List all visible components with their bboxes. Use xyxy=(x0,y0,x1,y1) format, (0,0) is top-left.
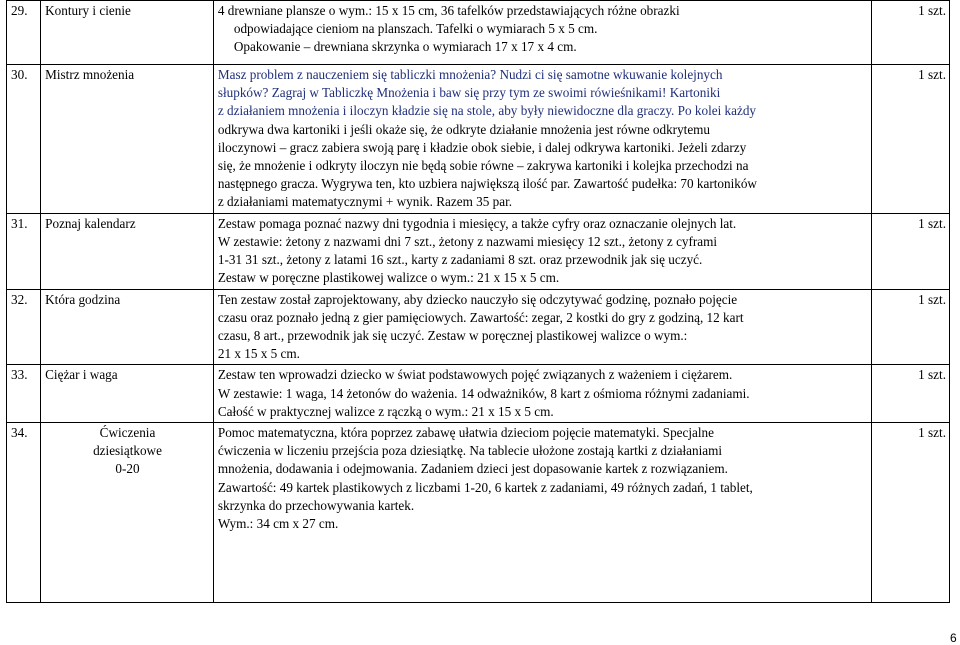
item-description-line: czasu oraz poznało jedną z gier pamięciowych. Zawartość: zegar, 2 kostki do gry z godziną, 12 kart xyxy=(217,309,744,325)
item-description-line: 1-31 31 szt., żetony z latami 16 szt., karty z zadaniami 8 szt. oraz przewodnik jak się uczyć. xyxy=(217,252,703,268)
item-description xyxy=(213,289,871,365)
item-quantity: 1 szt. xyxy=(871,213,949,289)
item-description-line: 4 drewniane plansze o wym.: 15 x 15 cm, 36 tafelków przedstawiających różne obrazki xyxy=(217,3,680,18)
item-name xyxy=(41,289,214,365)
item-description-line: Całość w praktycznej walizce z rączką o wym.: 21 x 15 x 5 cm. xyxy=(217,403,554,419)
item-description-line: W zestawie: 1 waga, 14 żetonów do ważenia. 14 odważników, 8 kart z ośmioma różnymi zadaniami. xyxy=(217,385,750,401)
item-description-line: czasu, 8 art., przewodnik jak się uczyć. Zestaw w poręcznej plastikowej walizce o wym.: xyxy=(217,328,688,344)
item-quantity: 1 szt. xyxy=(871,423,949,603)
item-description-line: iloczynowi – gracz zabiera swoją parę i kładzie obok siebie, i dalej odkrywa kartoniki. Jeżeli zdarzy xyxy=(217,139,747,155)
item-quantity: 1 szt. xyxy=(871,365,949,423)
item-description-line: się, że mnożenie i odkryty iloczyn nie będą sobie równe – zakrywa kartoniki i kolejka przechodzi na xyxy=(217,158,749,174)
item-number: 32. xyxy=(7,289,41,365)
item-name-line: Mistrz mnożenia xyxy=(45,67,135,82)
item-quantity: 1 szt. xyxy=(871,65,949,214)
item-description-line: Zestaw w poręczne plastikowej walizce o wym.: 21 x 15 x 5 cm. xyxy=(217,270,560,286)
page-number: 6 xyxy=(950,631,957,645)
item-name-line: dziesiątkowe xyxy=(93,443,162,459)
item-description xyxy=(213,65,871,214)
item-description-line: Masz problem z nauczeniem się tabliczki mnożenia? Nudzi ci się samotne wkuwanie kolejnych xyxy=(217,67,723,82)
item-name xyxy=(41,213,214,289)
table-row xyxy=(7,1,950,65)
item-name-line: Kontury i cienie xyxy=(45,3,131,18)
item-name xyxy=(41,65,214,214)
item-description-line: Opakowanie – drewniana skrzynka o wymiarach 17 x 17 x 4 cm. xyxy=(233,39,577,55)
item-number: 34. xyxy=(7,423,41,603)
items-table-body xyxy=(7,1,950,603)
item-description-line: z działaniami matematycznymi + wynik. Razem 35 par. xyxy=(217,194,513,210)
item-description xyxy=(213,365,871,423)
item-description-line: z działaniem mnożenia i iloczyn kładzie się na stole, aby były niewidoczne dla graczy. Po kolei każdy xyxy=(217,103,757,119)
item-description xyxy=(213,213,871,289)
item-name-line: Ćwiczenia xyxy=(99,425,156,441)
item-number: 29. xyxy=(7,1,41,65)
item-description-line: mnożenia, dodawania i odejmowania. Zadaniem dzieci jest dopasowanie kartek z rozwiązaniem. xyxy=(217,461,728,477)
item-quantity: 1 szt. xyxy=(871,289,949,365)
table-row xyxy=(7,213,950,289)
item-description-line: skrzynka do przechowywania kartek. xyxy=(217,497,415,513)
table-row xyxy=(7,65,950,214)
item-description-line: odkrywa dwa kartoniki i jeśli okaże się, że odkryte działanie mnożenia jest równe odkrytemu xyxy=(217,121,711,137)
item-name-line: Która godzina xyxy=(45,291,121,307)
item-name-line: 0-20 xyxy=(115,461,140,477)
item-description-line: Ten zestaw został zaprojektowany, aby dziecko nauczyło się odczytywać godzinę, poznało pojęcie xyxy=(217,291,738,307)
item-description-line: Zestaw ten wprowadzi dziecko w świat podstawowych pojęć związanych z ważeniem i ciężarem. xyxy=(217,367,733,383)
item-description-line: Zestaw pomaga poznać nazwy dni tygodnia i miesięcy, a także cyfry oraz oznaczanie olejnych lat. xyxy=(217,215,737,231)
item-name xyxy=(41,365,214,423)
table-row xyxy=(7,423,950,603)
item-name xyxy=(41,1,214,65)
item-number: 33. xyxy=(7,365,41,423)
item-name-line: Ciężar i waga xyxy=(45,367,118,383)
items-table xyxy=(6,0,950,603)
item-description-line: następnego gracza. Wygrywa ten, kto uzbiera największą ilość par. Zawartość pudełka: 70 kartoników xyxy=(217,176,757,192)
table-row xyxy=(7,289,950,365)
item-description-line: ćwiczenia w liczeniu przejścia poza dziesiątkę. Na tablecie ułożone zostają kartki z działaniami xyxy=(217,443,723,459)
item-description-line: Pomoc matematyczna, która poprzez zabawę ułatwia dzieciom pojęcie matematyki. Specjalne xyxy=(217,425,715,441)
item-number: 31. xyxy=(7,213,41,289)
item-name xyxy=(41,423,214,603)
table-row xyxy=(7,365,950,423)
item-description-line: słupków? Zagraj w Tabliczkę Mnożenia i baw się przy tym ze swoimi rówieśnikami! Kartoniki xyxy=(217,85,721,101)
item-description xyxy=(213,423,871,603)
item-description xyxy=(213,1,871,65)
item-description-line: Zawartość: 49 kartek plastikowych z liczbami 1-20, 6 kartek z zadaniami, 49 różnych zadań, 1 tablet, xyxy=(217,479,753,495)
item-name-line: Poznaj kalendarz xyxy=(45,215,136,231)
item-description-line: 21 x 15 x 5 cm. xyxy=(217,346,300,362)
item-description-line: Wym.: 34 cm x 27 cm. xyxy=(217,516,339,532)
item-description-line: W zestawie: żetony z nazwami dni 7 szt., żetony z nazwami miesięcy 12 szt., żetony z cyframi xyxy=(217,233,718,249)
item-quantity: 1 szt. xyxy=(871,1,949,65)
item-description-line: odpowiadające cieniom na planszach. Tafelki o wymiarach 5 x 5 cm. xyxy=(233,21,598,37)
item-number: 30. xyxy=(7,65,41,214)
